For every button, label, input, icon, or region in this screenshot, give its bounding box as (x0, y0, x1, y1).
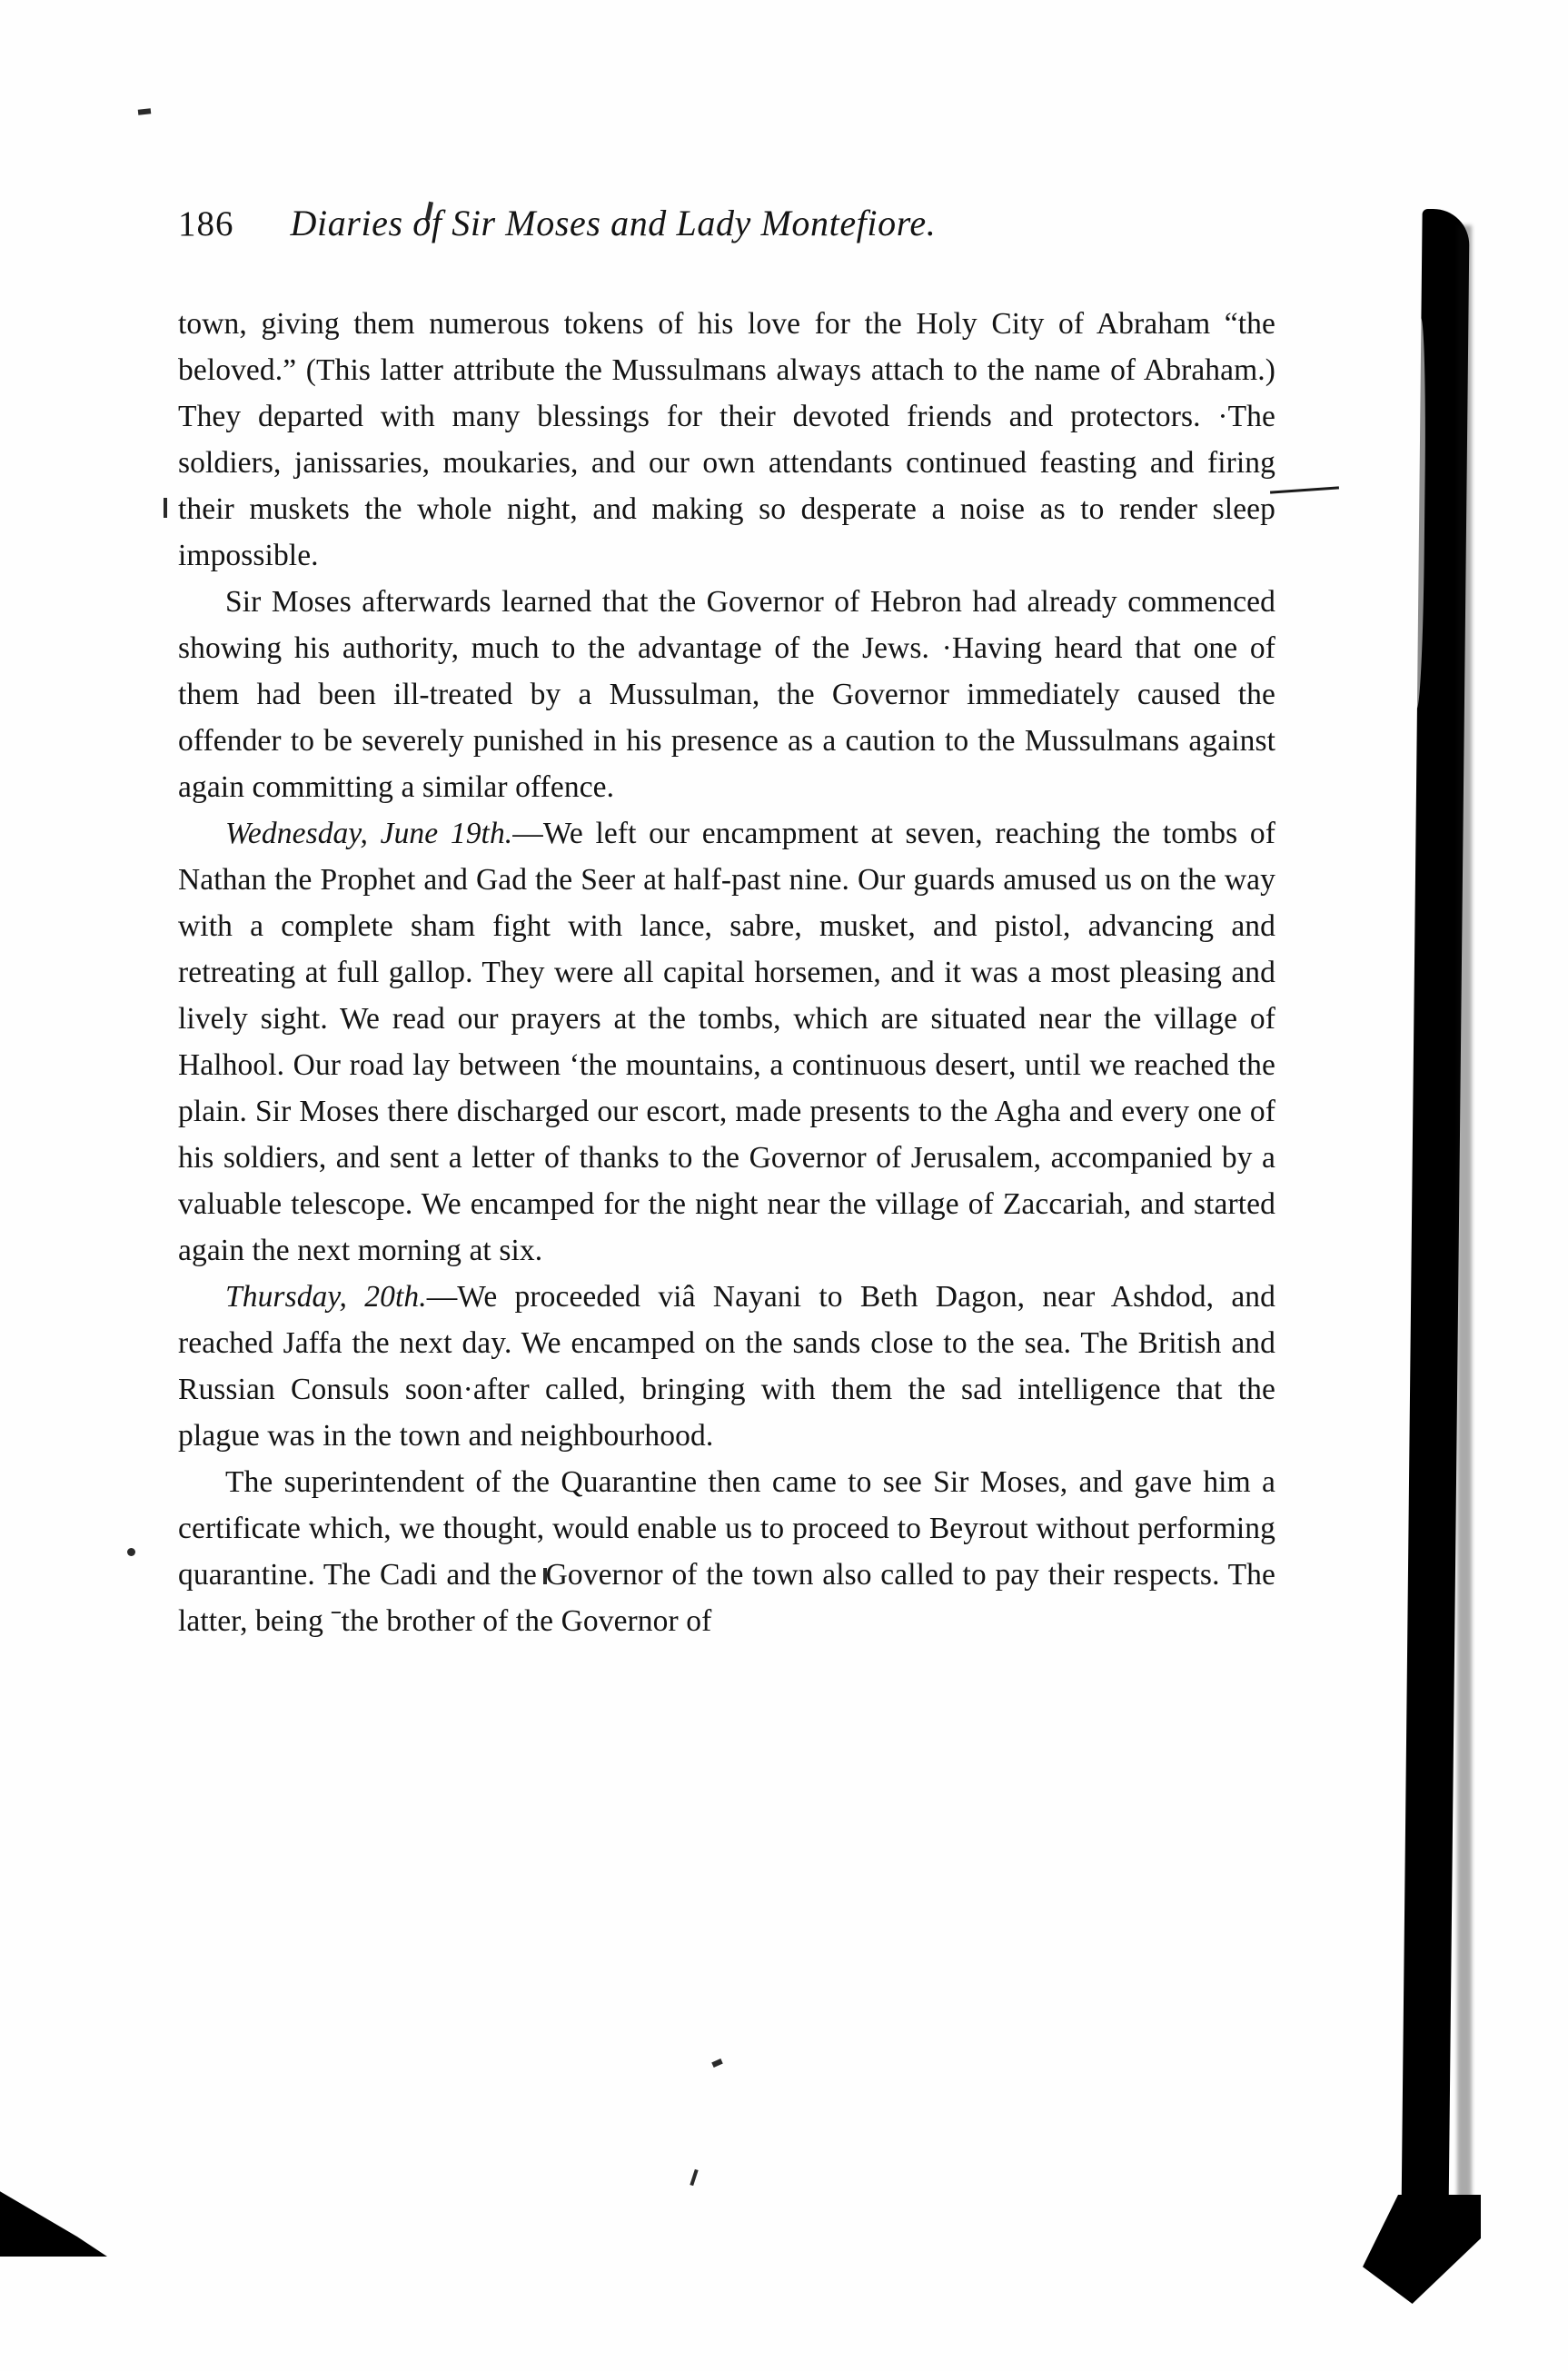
page-corner-smudge (0, 2186, 107, 2257)
paragraph-body: —We left our encampment at seven, reaching the tombs of Nathan the Prophet and Gad the Seer at half-past nine. Our guards amused us on the way with a complete sham fight with lance, sabre, musket, and pistol, advancing and retreating at full gallop. They were all capital horsemen, and it was a most pleasing and lively sight. We read our prayers at the tombs, which are situated near the village of Halhool. Our road lay between ‘the mountains, a continuous desert, until we reached the plain. Sir Moses there discharged our escort, made presents to the Agha and every one of his soldiers, and sent a letter of thanks to the Governor of Jerusalem, accompanied by a valuable telescope. We encamped for the night near the village of Zaccariah, and started again the next morning at six. (178, 817, 1275, 1267)
scan-speck (690, 2169, 698, 2186)
paragraph: The superintendent of the Quarantine then came to see Sir Moses, and gave him a certificate which, we thought, would enable us to proceed to Beyrout without performing quarantine. The Cadi and the Governor of the town also called to pay their respects. The latter, being ˉthe brother of the Governor of (178, 1465, 1275, 1638)
scan-speck (164, 498, 167, 518)
pen-annotation-mark (1270, 486, 1339, 493)
dateline: Wednesday, June 19th. (225, 817, 513, 850)
text-column (178, 202, 1275, 1644)
paragraph: town, giving them numerous tokens of his love for the Holy City of Abraham “the beloved.” (This latter attribute the Mussulmans always attach to the name of Abraham.) They departed with many blessings for their devoted friends and protectors. ·The soldiers, janissaries, moukaries, and our own attendants continued feasting and firing their muskets the whole night, and making so desperate a noise as to render sleep impossible. (178, 307, 1275, 572)
scan-speck (138, 108, 152, 114)
paragraph (178, 1274, 1275, 1459)
binding-shadow-tail (1363, 2195, 1481, 2304)
page-number: 186 (178, 204, 234, 243)
page-header (178, 202, 1275, 244)
binding-shadow-soft (1457, 225, 1472, 2206)
dateline: Thursday, 20th. (225, 1280, 427, 1314)
running-title: Diaries of Sir Moses and Lady Montefiore. (290, 203, 937, 243)
paragraph-body: —We proceeded viâ Nayani to Beth Dagon, near Ashdod, and reached Jaffa the next day. We encamped on the sands close to the sea. The British and Russian Consuls soon·after called, bringing with them the sad intelligence that the plague was in the town and neighbourhood. (178, 1280, 1275, 1453)
paragraph (178, 810, 1275, 1274)
scan-speck (127, 1548, 135, 1556)
paragraph: Sir Moses afterwards learned that the Governor of Hebron had already commenced showing his authority, much to the advantage of the Jews. ·Having heard that one of them had been ill-treated by a Mussulman, the Governor immediately caused the offender to be severely punished in his presence as a caution to the Mussulmans against again committing a similar offence. (178, 585, 1275, 804)
scan-speck (711, 2059, 722, 2068)
